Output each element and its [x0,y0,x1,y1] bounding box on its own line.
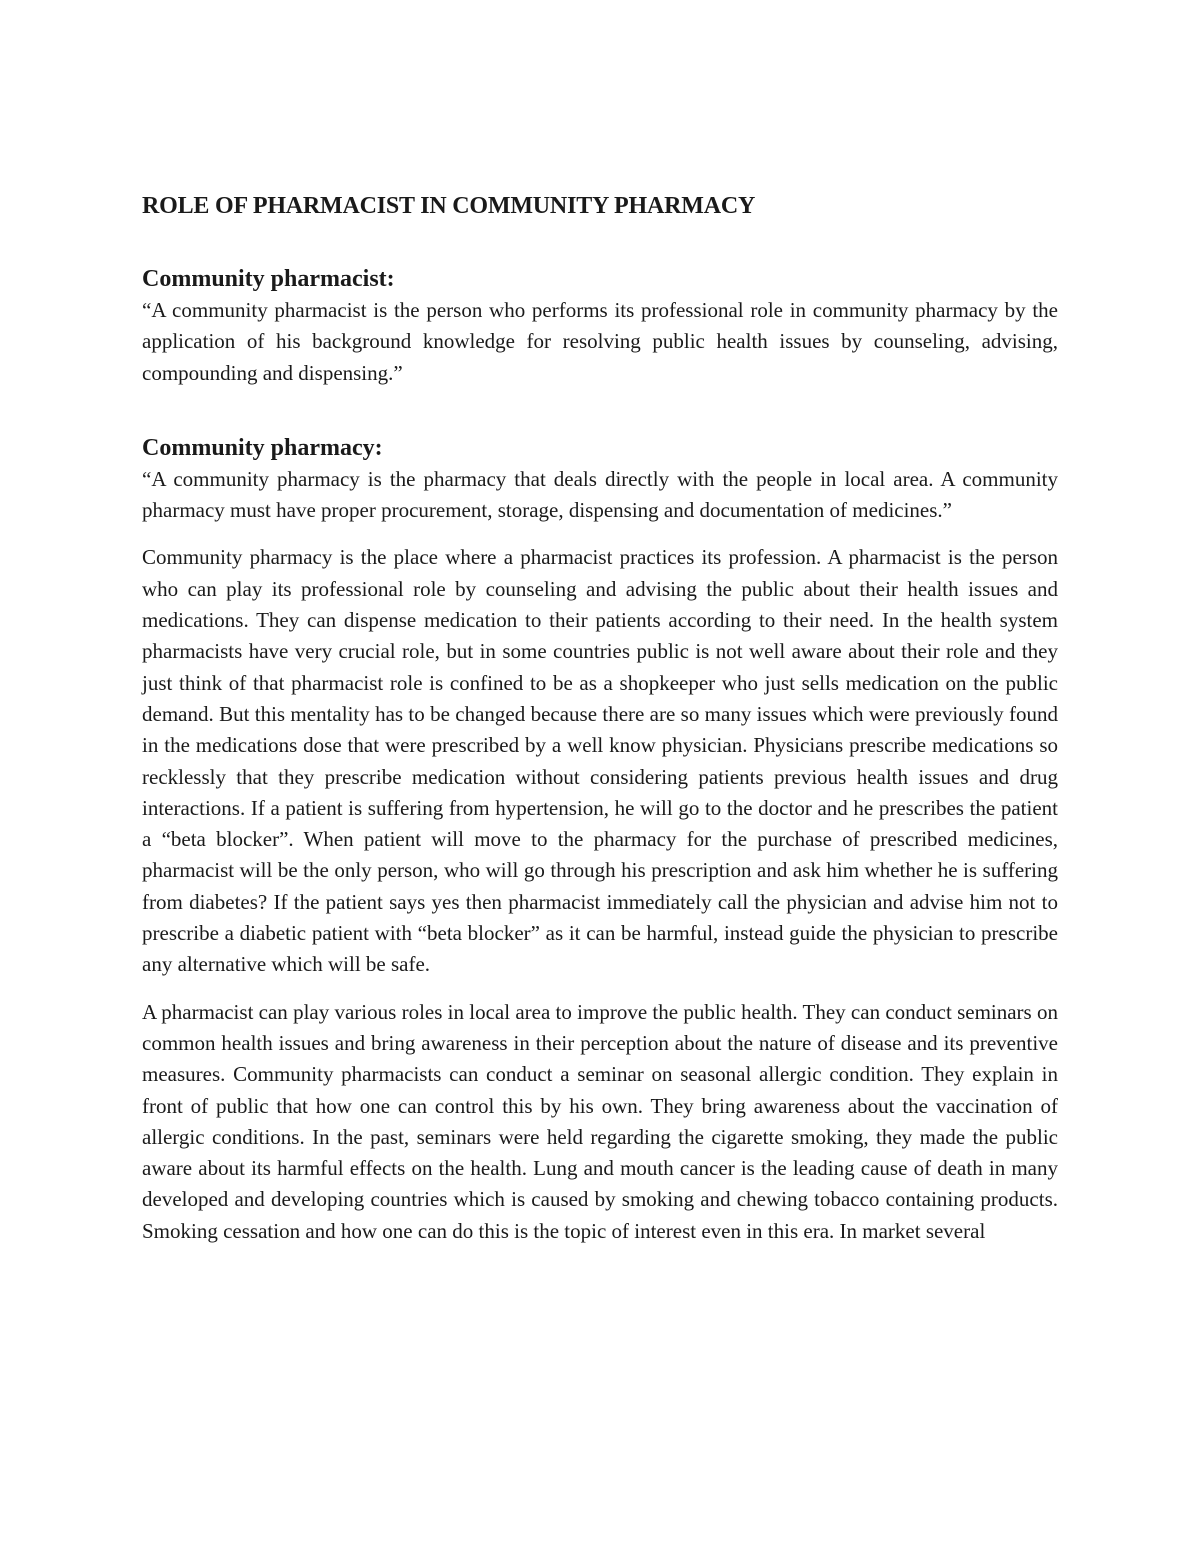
document-body [142,188,1058,1263]
body-paragraph-2: A pharmacist can play various roles in local area to improve the public health. They can conduct seminars on common health issues and bring awareness in their perception about the nature of disease and its preventive measures. Community pharmacists can conduct a seminar on seasonal allergic condition. They explain in front of public that how one can control this by his own. They bring awareness about the vaccination of allergic conditions. In the past, seminars were held regarding the cigarette smoking, they made the public aware about its harmful effects on the health. Lung and mouth cancer is the leading cause of death in many developed and developing countries which is caused by smoking and chewing tobacco containing products. Smoking cessation and how one can do this is the topic of interest even in this era. In market several [142,999,1058,1243]
document-title: ROLE OF PHARMACIST IN COMMUNITY PHARMACY [142,193,756,219]
definition-community-pharmacist: “A community pharmacist is the person who performs its professional role in community pharmacy by the application of his background knowledge for resolving public health issues by counseling, advising, compounding and dispensing.” [142,298,1058,385]
section-heading-community-pharmacy: Community pharmacy: [142,434,383,461]
section-heading-community-pharmacist: Community pharmacist: [142,266,395,292]
body-paragraph-1: Community pharmacy is the place where a pharmacist practices its profession. A pharmacist is the person who can play its professional role by counseling and advising the public about their health issues and medications. They can dispense medication to their patients according to their need. In the health system pharmacists have very crucial role, but in some countries public is not well aware about their role and they just think of that pharmacist role is confined to be as a shopkeeper who just sells medication on the public demand. But this mentality has to be changed because there are so many issues which were previously found in the medications dose that were prescribed by a well know physician. Physicians prescribe medications so recklessly that they prescribe medication without considering patients previous health issues and drug interactions. If a patient is suffering from hypertension, he will go to the doctor and he prescribes the patient a “beta blocker”. When patient will move to the pharmacy for the purchase of prescribed medicines, pharmacist will be the only person, who will go through his prescription and ask him whether he is suffering from diabetes? If the patient says yes then pharmacist immediately call the physician and advise him not to prescribe a diabetic patient with “beta blocker” as it can be harmful, instead guide the physician to prescribe any alternative which will be safe. [142,545,1058,977]
definition-community-pharmacy: “A community pharmacy is the pharmacy that deals directly with the people in local area. A community pharmacy must have proper procurement, storage, dispensing and documentation of medicines.” [142,466,1058,523]
